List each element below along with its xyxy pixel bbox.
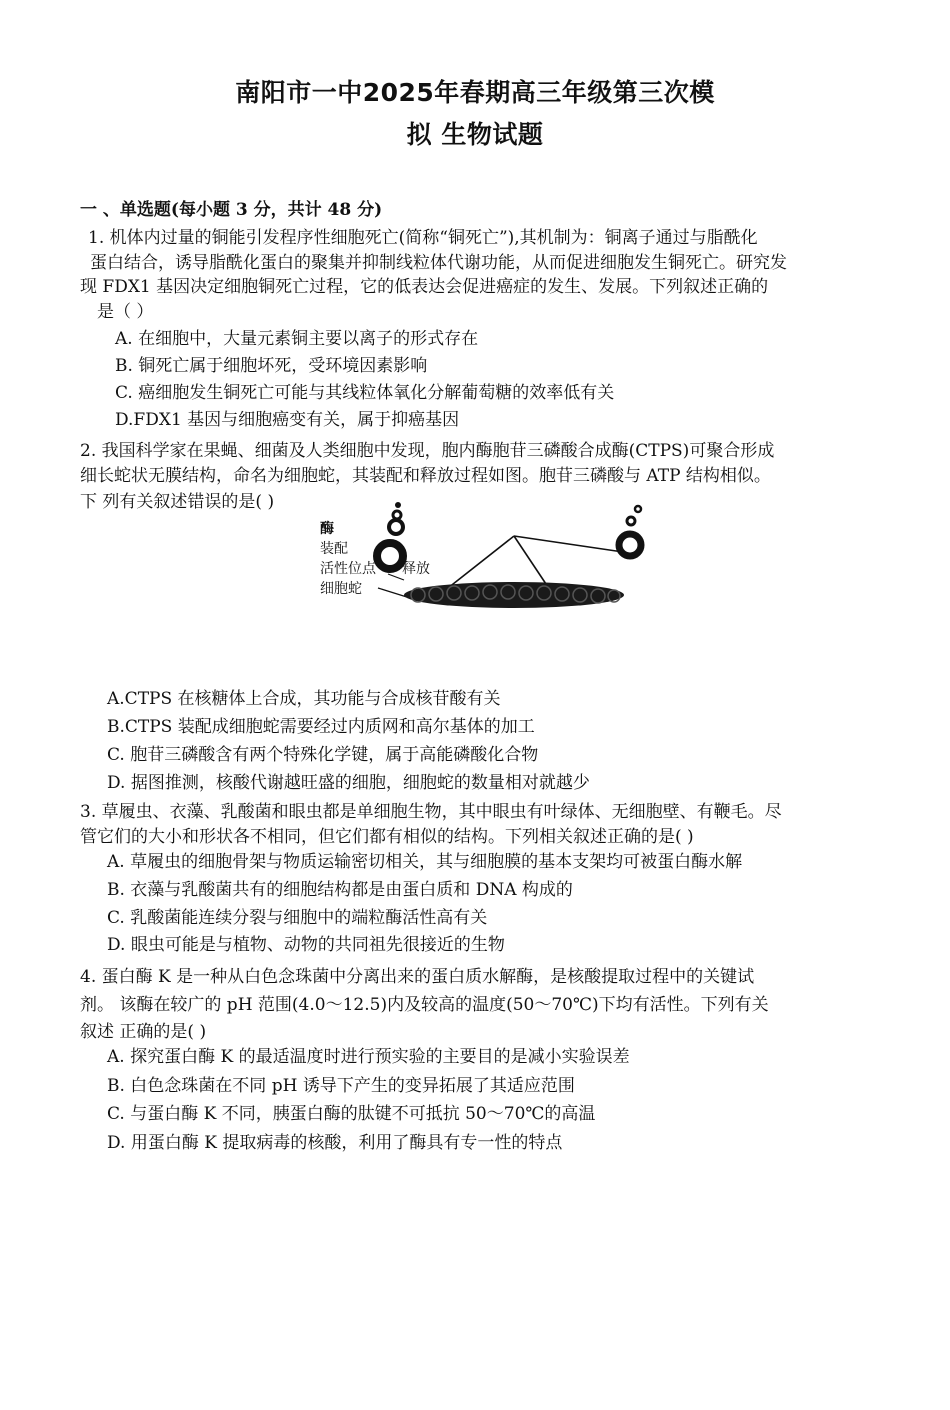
- q4-stem-line: 剂。 该酶在较广的 pH 范围(4.0～12.5)内及较高的温度(50～70℃)下均有活性。下列有关: [80, 995, 769, 1015]
- enzyme-ring: [389, 520, 403, 534]
- exam-title-line2: 拟 生物试题: [406, 120, 544, 149]
- q2-stem-line: 下 列有关叙述错误的是( ): [80, 492, 275, 512]
- q4-option-b: B. 白色念珠菌在不同 pH 诱导下产生的变异拓展了其适应范围: [107, 1076, 575, 1096]
- q4-option-a: A. 探究蛋白酶 K 的最适温度时进行预实验的主要目的是减小实验误差: [107, 1047, 630, 1067]
- q4-option-d: D. 用蛋白酶 K 提取病毒的核酸，利用了酶具有专一性的特点: [107, 1133, 563, 1153]
- enzyme-dot: [635, 506, 641, 512]
- section-heading: 一 、单选题(每小题 3 分，共计 48 分): [80, 200, 383, 220]
- q1-option-b: B. 铜死亡属于细胞坏死，受环境因素影响: [115, 356, 428, 376]
- q3-option-d: D. 眼虫可能是与植物、动物的共同祖先很接近的生物: [107, 935, 505, 955]
- q1-option-a: A. 在细胞中，大量元素铜主要以离子的形式存在: [115, 329, 479, 349]
- q4-stem-line: 4. 蛋白酶 K 是一种从白色念珠菌中分离出来的蛋白质水解酶，是核酸提取过程中的关键试: [80, 967, 755, 987]
- q3-stem-line: 管它们的大小和形状各不相同，但它们都有相似的结构。下列相关叙述正确的是( ): [80, 827, 694, 847]
- q2-stem-line: 2. 我国科学家在果蝇、细菌及人类细胞中发现，胞内酶胞苷三磷酸合成酶(CTPS)可聚合形成: [80, 441, 775, 461]
- q3-option-b: B. 衣藻与乳酸菌共有的细胞结构都是由蛋白质和 DNA 构成的: [107, 880, 573, 900]
- q2-option-a: A.CTPS 在核糖体上合成，其功能与合成核苷酸有关: [107, 689, 501, 709]
- figure-label-release: 释放: [402, 561, 430, 577]
- pointer-line: [448, 536, 514, 588]
- q3-stem-line: 3. 草履虫、衣藻、乳酸菌和眼虫都是单细胞生物，其中眼虫有叶绿体、无细胞壁、有鞭毛。尽: [80, 802, 782, 822]
- pointer-line: [514, 536, 546, 584]
- q2-option-c: C. 胞苷三磷酸含有两个特殊化学键，属于高能磷酸化合物: [107, 745, 539, 765]
- cell-snake-diagram: [318, 492, 648, 622]
- q1-option-d: D.FDX1 基因与细胞癌变有关，属于抑癌基因: [115, 410, 460, 430]
- enzyme-ring: [377, 543, 403, 569]
- q3-option-a: A. 草履虫的细胞骨架与物质运输密切相关，其与细胞膜的基本支架均可被蛋白酶水解: [107, 852, 743, 872]
- q2-option-b: B.CTPS 装配成细胞蛇需要经过内质网和高尔基体的加工: [107, 717, 535, 737]
- exam-title-line1: 南阳市一中2025年春期高三年级第三次模: [235, 78, 715, 107]
- pointer-line: [514, 536, 623, 552]
- q2-option-d: D. 据图推测，核酸代谢越旺盛的细胞，细胞蛇的数量相对就越少: [107, 773, 590, 793]
- q3-option-c: C. 乳酸菌能连续分裂与细胞中的端粒酶活性高有关: [107, 908, 488, 928]
- figure-label-cell-snake: 细胞蛇: [320, 581, 362, 597]
- q4-stem-line: 叙述 正确的是( ): [80, 1022, 207, 1042]
- enzyme-dot: [395, 502, 401, 508]
- q1-stem-line: 是（ ）: [97, 302, 154, 322]
- enzyme-dot: [393, 511, 401, 519]
- figure-label-enzyme: 酶: [320, 521, 334, 537]
- cell-snake-figure: [318, 492, 648, 622]
- figure-label-assemble: 装配: [320, 541, 348, 557]
- q1-stem-line: 蛋白结合，诱导脂酰化蛋白的聚集并抑制线粒体代谢功能，从而促进细胞发生铜死亡。研究发: [90, 253, 787, 273]
- figure-label-active-site: 活性位点: [320, 561, 376, 577]
- q4-option-c: C. 与蛋白酶 K 不同，胰蛋白酶的肽键不可抵抗 50～70℃的高温: [107, 1104, 596, 1124]
- q1-stem-line: 1. 机体内过量的铜能引发程序性细胞死亡(简称“铜死亡”),其机制为：铜离子通过与脂酰化: [88, 228, 758, 248]
- q2-stem-line: 细长蛇状无膜结构，命名为细胞蛇，其装配和释放过程如图。胞苷三磷酸与 ATP 结构相似。: [80, 466, 771, 486]
- enzyme-dot: [627, 517, 635, 525]
- q1-stem-line: 现 FDX1 基因决定细胞铜死亡过程，它的低表达会促进癌症的发生、发展。下列叙述正确的: [80, 277, 769, 297]
- q1-option-c: C. 癌细胞发生铜死亡可能与其线粒体氧化分解葡萄糖的效率低有关: [115, 383, 615, 403]
